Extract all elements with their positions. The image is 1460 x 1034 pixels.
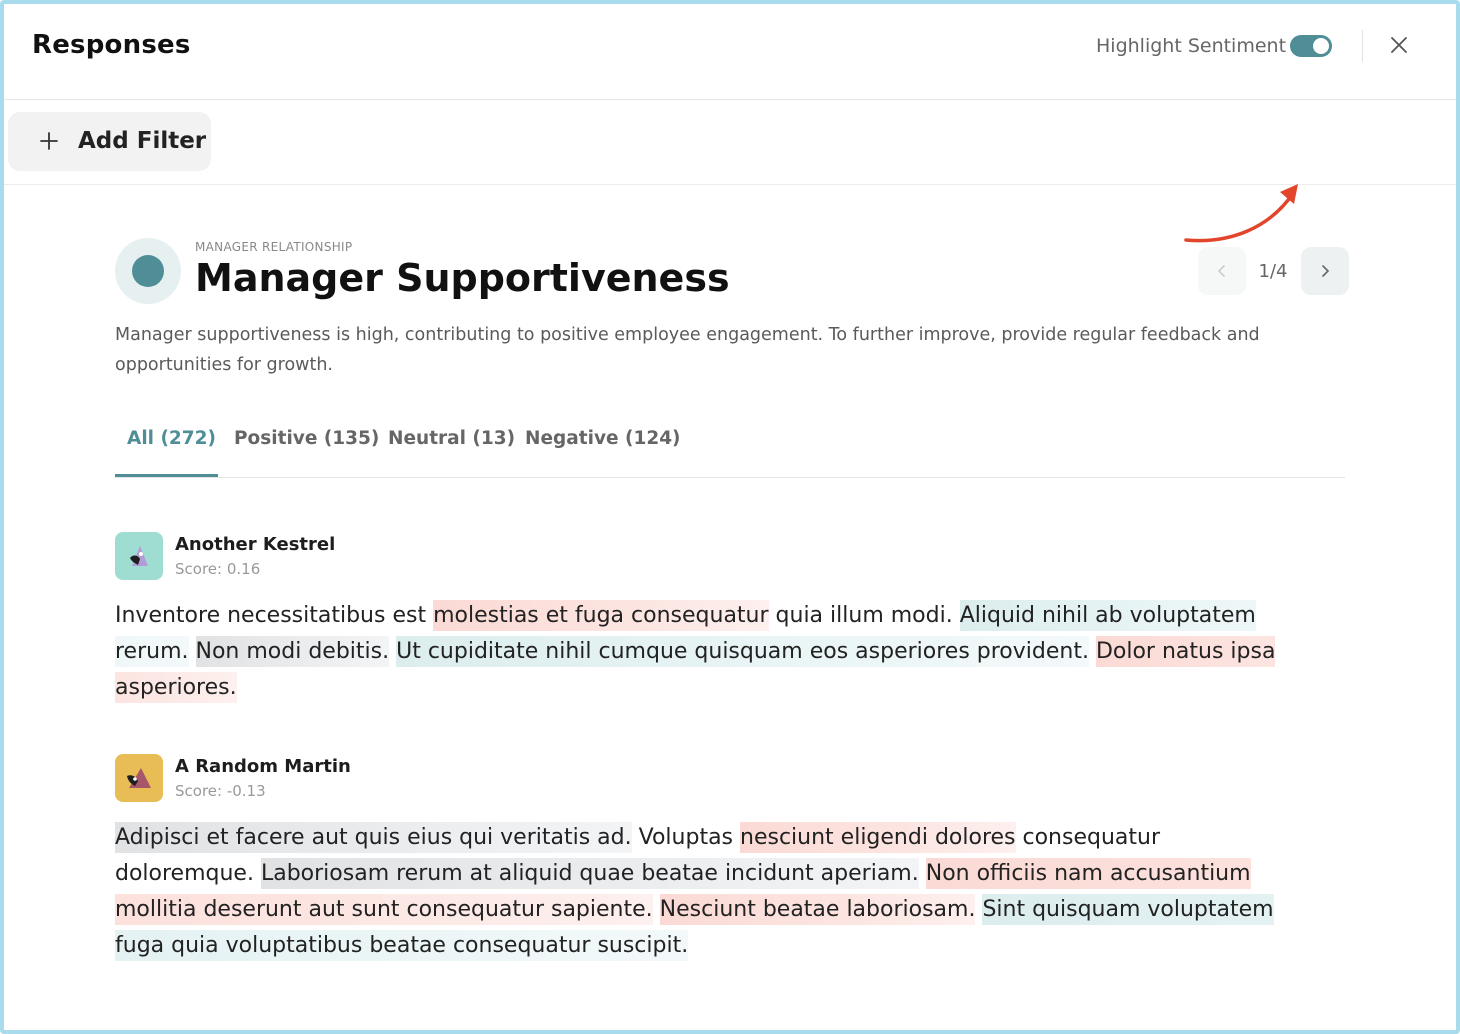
response-text-segment <box>919 861 926 886</box>
respondent-name: Another Kestrel <box>175 534 336 555</box>
filter-bar <box>4 100 1456 185</box>
response-text-segment: consequatur doloremque. <box>115 825 1160 886</box>
highlight-sentiment-toggle[interactable] <box>1290 35 1332 57</box>
toggle-knob <box>1313 38 1329 54</box>
response-text-segment <box>189 639 196 664</box>
kestrel-avatar-icon <box>115 532 163 580</box>
chevron-right-icon <box>1318 264 1332 278</box>
highlight-sentiment-label: Highlight Sentiment <box>1096 35 1287 57</box>
topic-icon <box>115 238 181 304</box>
positive-highlight: Aliquid nihil ab voluptatem rerum. <box>115 600 1256 667</box>
tab-neutral[interactable]: Neutral (13) <box>388 428 516 449</box>
plus-icon <box>38 130 60 152</box>
response-text-segment <box>653 897 660 922</box>
negative-highlight: molestias et fuga consequatur <box>433 600 768 631</box>
close-button[interactable] <box>1384 30 1414 60</box>
annotation-arrow-icon <box>1180 178 1310 248</box>
kestrel-avatar <box>115 532 163 580</box>
response-score: Score: -0.13 <box>175 782 266 800</box>
add-filter-button[interactable] <box>8 112 211 171</box>
chevron-left-icon <box>1215 264 1229 278</box>
martin-avatar <box>115 754 163 802</box>
response-text-segment <box>1089 639 1096 664</box>
header-divider <box>1362 30 1363 62</box>
respondent-name: A Random Martin <box>175 756 351 777</box>
next-topic-button[interactable] <box>1301 247 1349 295</box>
negative-highlight: Non officiis nam accusantium mollitia deserunt aut sunt consequatur sapiente. <box>115 858 1251 925</box>
negative-highlight: nesciunt eligendi dolores <box>740 822 1015 853</box>
martin-avatar-icon <box>115 754 163 802</box>
tab-negative[interactable]: Negative (124) <box>525 428 681 449</box>
neutral-highlight: Laboriosam rerum at aliquid quae beatae incidunt aperiam. <box>261 858 919 889</box>
topic-description: Manager supportiveness is high, contributing to positive employee engagement. To further improve, provide regular feedback and opportunities for growth. <box>115 325 1260 375</box>
topic-dot-icon <box>132 255 164 287</box>
negative-highlight: Nesciunt beatae laboriosam. <box>660 894 976 925</box>
sentiment-tabs <box>115 416 1345 478</box>
pager-count: 1/4 <box>1258 261 1288 282</box>
panel-header <box>4 4 1456 100</box>
response-text <box>115 820 1295 964</box>
topic-category: MANAGER RELATIONSHIP <box>195 240 353 254</box>
response-text-segment: quia illum modi. <box>768 603 960 628</box>
topic-title: Manager Supportiveness <box>195 256 730 300</box>
response-text-segment: Inventore necessitatibus est <box>115 603 434 628</box>
positive-highlight: Sint quisquam voluptatem fuga quia voluptatibus beatae consequatur suscipit. <box>115 894 1274 961</box>
previous-topic-button[interactable] <box>1198 247 1246 295</box>
tab-all[interactable]: All (272) <box>127 428 216 449</box>
active-tab-indicator <box>115 474 218 477</box>
neutral-highlight: Non modi debitis. <box>196 636 390 667</box>
close-icon <box>1384 30 1414 60</box>
neutral-highlight: Adipisci et facere aut quis eius qui veritatis ad. <box>115 822 632 853</box>
response-score: Score: 0.16 <box>175 560 261 578</box>
panel-title: Responses <box>32 30 191 60</box>
response-text-segment: Voluptas <box>631 825 741 850</box>
tab-positive[interactable]: Positive (135) <box>234 428 380 449</box>
add-filter-label: Add Filter <box>78 128 207 154</box>
negative-highlight: Dolor natus ipsa asperiores. <box>115 636 1275 703</box>
positive-highlight: Ut cupiditate nihil cumque quisquam eos asperiores provident. <box>396 636 1089 667</box>
response-text <box>115 598 1295 706</box>
